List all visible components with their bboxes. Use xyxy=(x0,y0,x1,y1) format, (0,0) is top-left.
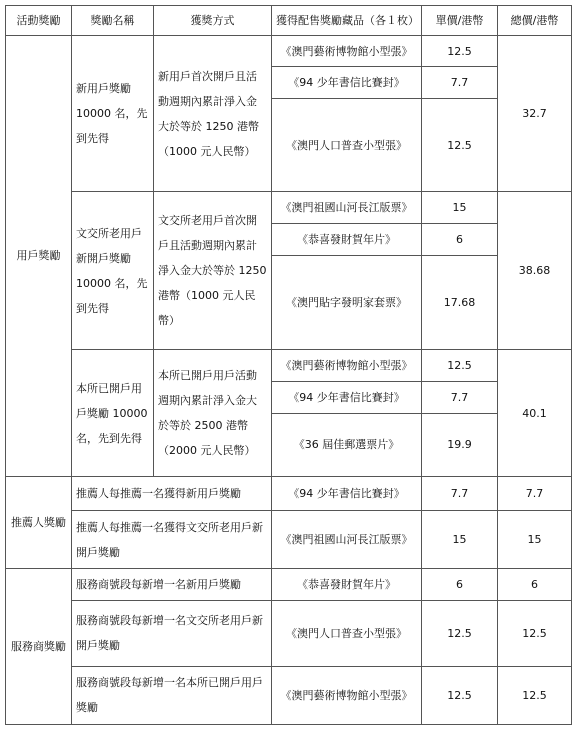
table-row xyxy=(6,601,572,667)
item-cell: 《澳門藝術博物館小型張》 xyxy=(272,350,422,382)
reward-name-new: 新用戶獎勵 10000 名，先到先得 xyxy=(72,35,154,192)
item-cell: 《澳門貼字發明家套票》 xyxy=(272,255,422,349)
method-new: 新用戶首次開戶且活動週期內累計淨入金大於等於 1250 港幣（1000 元人民幣） xyxy=(154,35,272,192)
table-row xyxy=(6,35,572,67)
total-cell: 6 xyxy=(498,569,572,601)
header-activity: 活動獎勵 xyxy=(6,6,72,36)
header-reward-name: 獎勵名稱 xyxy=(72,6,154,36)
service-desc: 服務商號段每新增一名文交所老用戶新開戶獎勵 xyxy=(72,601,272,667)
item-cell: 《恭喜發財賀年片》 xyxy=(272,569,422,601)
group-referrer-label: 推薦人獎勵 xyxy=(6,477,72,569)
item-cell: 《澳門祖國山河長江版票》 xyxy=(272,192,422,224)
table-row xyxy=(6,569,572,601)
item-cell: 《澳門人口普查小型張》 xyxy=(272,99,422,192)
item-cell: 《恭喜發財賀年片》 xyxy=(272,224,422,256)
service-desc: 服務商號段每新增一名本所已開戶用戶獎勵 xyxy=(72,666,272,724)
price-cell: 6 xyxy=(422,224,498,256)
header-total-price: 總價/港幣 xyxy=(498,6,572,36)
reward-name-old: 文交所老用戶新開戶獎勵 10000 名，先到先得 xyxy=(72,192,154,350)
item-cell: 《澳門藝術博物館小型張》 xyxy=(272,666,422,724)
item-cell: 《澳門人口普查小型張》 xyxy=(272,601,422,667)
item-cell: 《澳門祖國山河長江版票》 xyxy=(272,510,422,568)
price-cell: 12.5 xyxy=(422,350,498,382)
price-cell: 6 xyxy=(422,569,498,601)
reward-table xyxy=(5,5,572,725)
total-cell: 7.7 xyxy=(498,477,572,511)
header-unit-price: 單價/港幣 xyxy=(422,6,498,36)
method-old: 文交所老用戶首次開戶且活動週期內累計淨入金大於等於 1250 港幣（1000 元人民幣） xyxy=(154,192,272,350)
item-cell: 《94 少年書信比賽封》 xyxy=(272,67,422,99)
reward-name-existing: 本所已開戶用戶獎勵 10000 名，先到先得 xyxy=(72,350,154,477)
price-cell: 17.68 xyxy=(422,255,498,349)
item-cell: 《澳門藝術博物館小型張》 xyxy=(272,35,422,67)
price-cell: 7.7 xyxy=(422,381,498,413)
item-cell: 《94 少年書信比賽封》 xyxy=(272,381,422,413)
table-row xyxy=(6,510,572,568)
referrer-desc: 推薦人每推薦一名獲得新用戶獎勵 xyxy=(72,477,272,511)
price-cell: 15 xyxy=(422,192,498,224)
price-cell: 12.5 xyxy=(422,601,498,667)
method-existing: 本所已開戶用戶活動週期內累計淨入金大於等於 2500 港幣（2000 元人民幣） xyxy=(154,350,272,477)
header-item: 獲得配售獎勵藏品（各１枚） xyxy=(272,6,422,36)
header-row xyxy=(6,6,572,36)
item-cell: 《36 屆佳郵選票片》 xyxy=(272,413,422,477)
table-row xyxy=(6,477,572,511)
total-new: 32.7 xyxy=(498,35,572,192)
total-existing: 40.1 xyxy=(498,350,572,477)
table-row xyxy=(6,666,572,724)
price-cell: 15 xyxy=(422,510,498,568)
total-cell: 15 xyxy=(498,510,572,568)
table-row xyxy=(6,192,572,224)
price-cell: 12.5 xyxy=(422,666,498,724)
table-row xyxy=(6,350,572,382)
referrer-desc: 推薦人每推薦一名獲得文交所老用戶新開戶獎勵 xyxy=(72,510,272,568)
header-method: 獲獎方式 xyxy=(154,6,272,36)
price-cell: 12.5 xyxy=(422,99,498,192)
price-cell: 12.5 xyxy=(422,35,498,67)
group-service-label: 服務商獎勵 xyxy=(6,569,72,725)
total-cell: 12.5 xyxy=(498,666,572,724)
total-old: 38.68 xyxy=(498,192,572,350)
item-cell: 《94 少年書信比賽封》 xyxy=(272,477,422,511)
price-cell: 7.7 xyxy=(422,477,498,511)
service-desc: 服務商號段每新增一名新用戶獎勵 xyxy=(72,569,272,601)
price-cell: 19.9 xyxy=(422,413,498,477)
total-cell: 12.5 xyxy=(498,601,572,667)
price-cell: 7.7 xyxy=(422,67,498,99)
group-user-label: 用戶獎勵 xyxy=(6,35,72,476)
